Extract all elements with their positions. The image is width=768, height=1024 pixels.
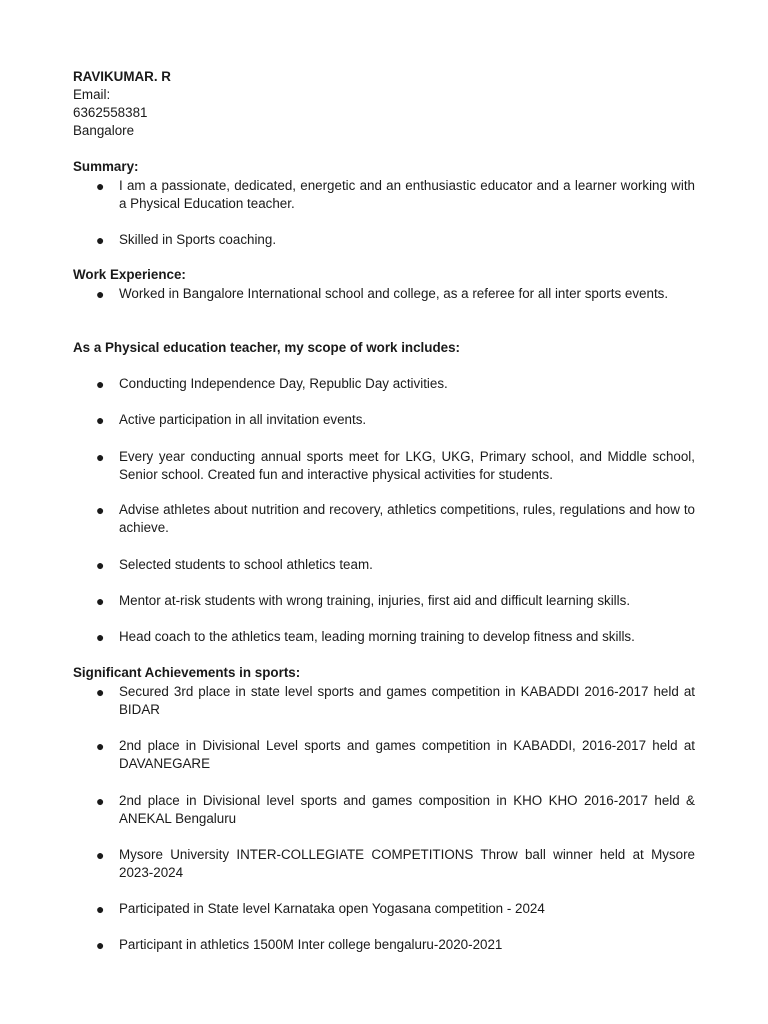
summary-heading-block	[73, 158, 695, 176]
work-heading: Work Experience:	[73, 267, 186, 282]
list-item	[73, 592, 695, 610]
bullet-icon: ●	[96, 593, 105, 609]
phone-number: 6362558381	[73, 105, 148, 120]
email-label: Email:	[73, 87, 111, 102]
bullet-icon: ●	[96, 376, 105, 392]
bullet-icon: ●	[96, 937, 105, 953]
list-item-text: Mentor at-risk students with wrong training, injuries, first aid and difficult learning skills.	[119, 593, 631, 608]
list-item	[73, 936, 695, 954]
bullet-icon: ●	[96, 232, 105, 248]
bullet-icon: ●	[96, 847, 105, 863]
list-item	[73, 846, 695, 882]
scope-heading: As a Physical education teacher, my scope of work includes:	[73, 340, 460, 355]
list-item	[73, 285, 695, 303]
bullet-icon: ●	[96, 901, 105, 917]
list-item-text: 2nd place in Divisional Level sports and games competition in KABADDI, 2016-2017 held at DAVANEGARE	[119, 738, 695, 771]
scope-heading-block	[73, 339, 695, 357]
list-item-text: Active participation in all invitation events.	[119, 412, 367, 427]
list-item-text: I am a passionate, dedicated, energetic and an enthusiastic educator and a learner working with a Physical Education teacher.	[119, 178, 695, 211]
list-item	[73, 231, 695, 249]
list-item-text: Mysore University INTER-COLLEGIATE COMPETITIONS Throw ball winner held at Mysore 2023-2024	[119, 847, 695, 880]
bullet-icon: ●	[96, 738, 105, 754]
bullet-icon: ●	[96, 793, 105, 809]
list-item-text: Selected students to school athletics team.	[119, 557, 373, 572]
list-item	[73, 628, 695, 646]
list-item	[73, 375, 695, 393]
bullet-icon: ●	[96, 178, 105, 194]
list-item	[73, 737, 695, 773]
list-item-text: Conducting Independence Day, Republic Day activities.	[119, 376, 448, 391]
list-item-text: Advise athletes about nutrition and recovery, athletics competitions, rules, regulations and how to achieve.	[119, 502, 695, 535]
list-item-text: 2nd place in Divisional level sports and games composition in KHO KHO 2016-2017 held & ANEKAL Bengaluru	[119, 793, 695, 826]
list-item-text: Every year conducting annual sports meet for LKG, UKG, Primary school, and Middle school, Senior school. Created fun and interactive physical activities for students.	[119, 449, 695, 482]
list-item	[73, 683, 695, 719]
list-item	[73, 556, 695, 574]
bullet-icon: ●	[96, 684, 105, 700]
bullet-icon: ●	[96, 629, 105, 645]
bullet-icon: ●	[96, 286, 105, 302]
candidate-name: RAVIKUMAR. R	[73, 69, 171, 84]
list-item	[73, 448, 695, 484]
bullet-icon: ●	[96, 557, 105, 573]
bullet-icon: ●	[96, 412, 105, 428]
work-heading-block	[73, 266, 695, 284]
list-item	[73, 900, 695, 918]
list-item	[73, 411, 695, 429]
summary-heading: Summary:	[73, 159, 139, 174]
achievements-heading: Significant Achievements in sports:	[73, 665, 301, 680]
bullet-icon: ●	[96, 502, 105, 518]
list-item-text: Skilled in Sports coaching.	[119, 232, 277, 247]
list-item-text: Worked in Bangalore International school and college, as a referee for all inter sports events.	[119, 286, 669, 301]
list-item	[73, 792, 695, 828]
bullet-icon: ●	[96, 449, 105, 465]
list-item	[73, 501, 695, 537]
list-item-text: Secured 3rd place in state level sports and games competition in KABADDI 2016-2017 held at BIDAR	[119, 684, 695, 717]
list-item	[73, 177, 695, 213]
contact-block	[73, 68, 695, 140]
city: Bangalore	[73, 123, 135, 138]
list-item-text: Participant in athletics 1500M Inter college bengaluru-2020-2021	[119, 937, 503, 952]
list-item-text: Participated in State level Karnataka open Yogasana competition - 2024	[119, 901, 545, 916]
achievements-heading-block	[73, 664, 695, 682]
list-item-text: Head coach to the athletics team, leading morning training to develop fitness and skills.	[119, 629, 635, 644]
